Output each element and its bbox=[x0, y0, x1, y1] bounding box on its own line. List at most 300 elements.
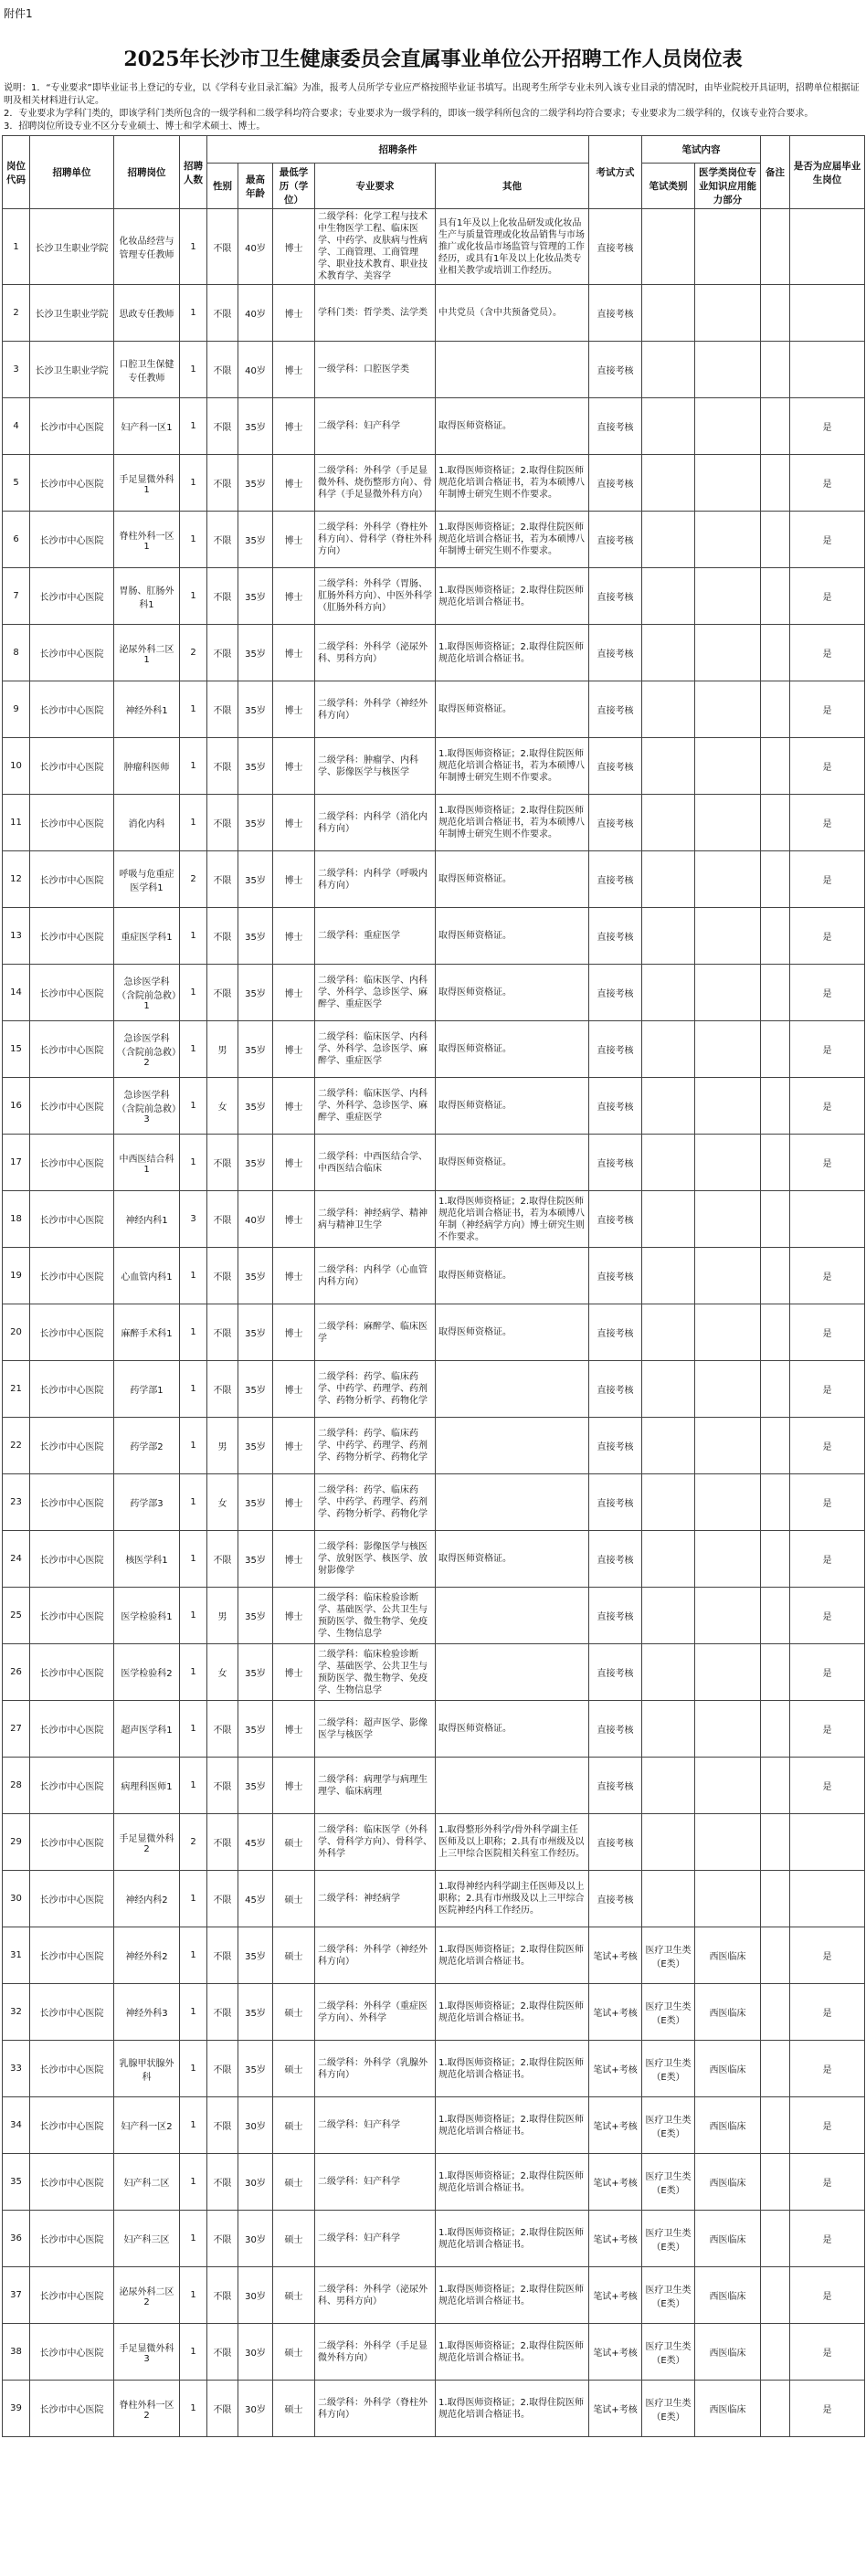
cell-graduate: 是 bbox=[790, 2267, 865, 2324]
cell-age: 35岁 bbox=[238, 1078, 273, 1135]
cell-method: 直接考核 bbox=[589, 965, 642, 1021]
cell-code: 1 bbox=[3, 209, 30, 285]
cell-written-prof bbox=[695, 398, 761, 455]
cell-edu: 博士 bbox=[273, 1758, 315, 1814]
cell-written-type bbox=[642, 1758, 695, 1814]
cell-age: 35岁 bbox=[238, 2041, 273, 2097]
cell-remark bbox=[761, 1474, 790, 1531]
cell-other bbox=[436, 1361, 589, 1418]
table-row bbox=[3, 285, 865, 342]
cell-other bbox=[436, 1474, 589, 1531]
cell-post: 核医学科1 bbox=[114, 1531, 180, 1588]
cell-code: 37 bbox=[3, 2267, 30, 2324]
cell-remark bbox=[761, 2097, 790, 2154]
cell-written-prof: 西医临床 bbox=[695, 2211, 761, 2267]
cell-edu: 博士 bbox=[273, 342, 315, 398]
cell-count: 1 bbox=[180, 681, 207, 738]
cell-other: 取得医师资格证。 bbox=[436, 965, 589, 1021]
cell-graduate: 是 bbox=[790, 738, 865, 795]
cell-post: 手足显微外科1 bbox=[114, 455, 180, 512]
cell-written-prof bbox=[695, 455, 761, 512]
cell-code: 24 bbox=[3, 1531, 30, 1588]
cell-gender: 不限 bbox=[207, 2381, 238, 2437]
cell-method: 直接考核 bbox=[589, 908, 642, 965]
table-row bbox=[3, 1701, 865, 1758]
cell-unit: 长沙市中心医院 bbox=[30, 1474, 114, 1531]
cell-written-type bbox=[642, 342, 695, 398]
cell-method: 直接考核 bbox=[589, 1871, 642, 1927]
note-line: 3．招聘岗位所设专业不区分专业硕士、博士和学术硕士、博士。 bbox=[4, 121, 266, 132]
cell-post: 中西医结合科1 bbox=[114, 1135, 180, 1191]
table-row bbox=[3, 1078, 865, 1135]
cell-post: 消化内科 bbox=[114, 795, 180, 851]
cell-graduate: 是 bbox=[790, 908, 865, 965]
cell-remark bbox=[761, 568, 790, 625]
cell-other: 取得医师资格证。 bbox=[436, 681, 589, 738]
cell-post: 妇产科三区 bbox=[114, 2211, 180, 2267]
cell-method: 直接考核 bbox=[589, 209, 642, 285]
cell-unit: 长沙卫生职业学院 bbox=[30, 209, 114, 285]
cell-remark bbox=[761, 965, 790, 1021]
cell-edu: 硕士 bbox=[273, 2267, 315, 2324]
cell-age: 35岁 bbox=[238, 1531, 273, 1588]
cell-major: 二级学科：临床医学、内科学、外科学、急诊医学、麻醉学、重症医学 bbox=[315, 1021, 436, 1078]
cell-written-type bbox=[642, 1871, 695, 1927]
cell-written-type bbox=[642, 285, 695, 342]
cell-written-prof bbox=[695, 1644, 761, 1701]
cell-post: 胃肠、肛肠外科1 bbox=[114, 568, 180, 625]
cell-major: 二级学科：外科学（脊柱外科方向） bbox=[315, 2381, 436, 2437]
cell-count: 1 bbox=[180, 2381, 207, 2437]
cell-code: 14 bbox=[3, 965, 30, 1021]
cell-edu: 博士 bbox=[273, 1701, 315, 1758]
cell-age: 45岁 bbox=[238, 1814, 273, 1871]
cell-written-prof bbox=[695, 1701, 761, 1758]
cell-written-prof: 西医临床 bbox=[695, 2324, 761, 2381]
cell-edu: 博士 bbox=[273, 1361, 315, 1418]
cell-method: 直接考核 bbox=[589, 625, 642, 681]
cell-written-type bbox=[642, 1814, 695, 1871]
cell-method: 笔试+考核 bbox=[589, 2097, 642, 2154]
cell-unit: 长沙市中心医院 bbox=[30, 568, 114, 625]
cell-count: 1 bbox=[180, 908, 207, 965]
col-count: 招聘人数 bbox=[180, 136, 207, 209]
cell-post: 泌尿外科二区1 bbox=[114, 625, 180, 681]
cell-graduate: 是 bbox=[790, 1021, 865, 1078]
cell-unit: 长沙市中心医院 bbox=[30, 1871, 114, 1927]
cell-edu: 硕士 bbox=[273, 2154, 315, 2211]
cell-method: 直接考核 bbox=[589, 851, 642, 908]
cell-gender: 不限 bbox=[207, 2211, 238, 2267]
cell-unit: 长沙市中心医院 bbox=[30, 738, 114, 795]
cell-other: 取得医师资格证。 bbox=[436, 1304, 589, 1361]
cell-edu: 博士 bbox=[273, 738, 315, 795]
cell-age: 35岁 bbox=[238, 908, 273, 965]
cell-post: 妇产科二区 bbox=[114, 2154, 180, 2211]
cell-written-prof bbox=[695, 512, 761, 568]
cell-count: 1 bbox=[180, 1701, 207, 1758]
cell-other: 1.取得医师资格证；2.取得住院医师规范化培训合格证书。 bbox=[436, 1927, 589, 1984]
cell-graduate: 是 bbox=[790, 1474, 865, 1531]
cell-gender: 不限 bbox=[207, 1304, 238, 1361]
cell-gender: 不限 bbox=[207, 965, 238, 1021]
cell-method: 笔试+考核 bbox=[589, 1927, 642, 1984]
cell-method: 直接考核 bbox=[589, 568, 642, 625]
cell-major: 二级学科：外科学（手足显微外科方向） bbox=[315, 2324, 436, 2381]
cell-age: 35岁 bbox=[238, 1304, 273, 1361]
cell-code: 10 bbox=[3, 738, 30, 795]
cell-other: 取得医师资格证。 bbox=[436, 1135, 589, 1191]
cell-other bbox=[436, 1418, 589, 1474]
cell-gender: 女 bbox=[207, 1078, 238, 1135]
cell-count: 1 bbox=[180, 795, 207, 851]
cell-unit: 长沙市中心医院 bbox=[30, 2097, 114, 2154]
cell-gender: 不限 bbox=[207, 1814, 238, 1871]
cell-other: 取得医师资格证。 bbox=[436, 1021, 589, 1078]
cell-major: 二级学科：化学工程与技术中生物医学工程、临床医学、中药学、皮肤病与性病学、工商管理、工商管理学、职业技术教育、职业技术教育学、美容学 bbox=[315, 209, 436, 285]
cell-graduate: 是 bbox=[790, 2041, 865, 2097]
cell-major: 二级学科：神经病学、精神病与精神卫生学 bbox=[315, 1191, 436, 1248]
cell-graduate: 是 bbox=[790, 2154, 865, 2211]
cell-edu: 博士 bbox=[273, 681, 315, 738]
cell-gender: 不限 bbox=[207, 1248, 238, 1304]
cell-code: 2 bbox=[3, 285, 30, 342]
cell-count: 1 bbox=[180, 2324, 207, 2381]
cell-written-type bbox=[642, 1304, 695, 1361]
cell-unit: 长沙市中心医院 bbox=[30, 1588, 114, 1644]
cell-graduate: 是 bbox=[790, 795, 865, 851]
cell-written-type bbox=[642, 681, 695, 738]
cell-other bbox=[436, 1758, 589, 1814]
cell-graduate: 是 bbox=[790, 568, 865, 625]
cell-unit: 长沙市中心医院 bbox=[30, 1361, 114, 1418]
cell-count: 1 bbox=[180, 1927, 207, 1984]
cell-unit: 长沙市中心医院 bbox=[30, 2041, 114, 2097]
cell-post: 神经外科3 bbox=[114, 1984, 180, 2041]
col-written-prof: 医学类岗位专业知识应用能力部分 bbox=[695, 164, 761, 209]
cell-written-type bbox=[642, 398, 695, 455]
cell-method: 直接考核 bbox=[589, 1191, 642, 1248]
cell-written-prof bbox=[695, 1474, 761, 1531]
cell-written-type bbox=[642, 209, 695, 285]
cell-post: 妇产科一区1 bbox=[114, 398, 180, 455]
cell-gender: 女 bbox=[207, 1644, 238, 1701]
cell-gender: 不限 bbox=[207, 1871, 238, 1927]
cell-remark bbox=[761, 738, 790, 795]
cell-major: 二级学科：影像医学与核医学、放射医学、核医学、放射影像学 bbox=[315, 1531, 436, 1588]
cell-count: 1 bbox=[180, 568, 207, 625]
cell-code: 34 bbox=[3, 2097, 30, 2154]
cell-major: 二级学科：内科学（心血管内科方向） bbox=[315, 1248, 436, 1304]
table-row bbox=[3, 398, 865, 455]
cell-graduate: 是 bbox=[790, 1927, 865, 1984]
cell-graduate bbox=[790, 209, 865, 285]
cell-gender: 不限 bbox=[207, 1758, 238, 1814]
cell-major: 一级学科：口腔医学类 bbox=[315, 342, 436, 398]
cell-edu: 博士 bbox=[273, 1021, 315, 1078]
cell-method: 笔试+考核 bbox=[589, 2267, 642, 2324]
cell-graduate: 是 bbox=[790, 1418, 865, 1474]
cell-written-type bbox=[642, 738, 695, 795]
cell-major: 二级学科：药学、临床药学、中药学、药理学、药剂学、药物分析学、药物化学 bbox=[315, 1418, 436, 1474]
cell-written-prof bbox=[695, 1531, 761, 1588]
cell-graduate: 是 bbox=[790, 1078, 865, 1135]
cell-remark bbox=[761, 1758, 790, 1814]
cell-graduate: 是 bbox=[790, 1135, 865, 1191]
col-code: 岗位代码 bbox=[3, 136, 30, 209]
cell-age: 45岁 bbox=[238, 1871, 273, 1927]
cell-age: 30岁 bbox=[238, 2381, 273, 2437]
cell-count: 1 bbox=[180, 285, 207, 342]
cell-method: 直接考核 bbox=[589, 398, 642, 455]
cell-count: 1 bbox=[180, 1474, 207, 1531]
cell-age: 35岁 bbox=[238, 1135, 273, 1191]
cell-edu: 硕士 bbox=[273, 1927, 315, 1984]
cell-age: 35岁 bbox=[238, 681, 273, 738]
cell-major: 二级学科：神经病学 bbox=[315, 1871, 436, 1927]
cell-other bbox=[436, 342, 589, 398]
cell-post: 手足显微外科3 bbox=[114, 2324, 180, 2381]
cell-gender: 不限 bbox=[207, 1191, 238, 1248]
cell-post: 重症医学科1 bbox=[114, 908, 180, 965]
cell-method: 笔试+考核 bbox=[589, 2211, 642, 2267]
cell-age: 30岁 bbox=[238, 2324, 273, 2381]
cell-written-prof bbox=[695, 285, 761, 342]
cell-unit: 长沙卫生职业学院 bbox=[30, 342, 114, 398]
table-row bbox=[3, 1588, 865, 1644]
cell-post: 神经外科2 bbox=[114, 1927, 180, 1984]
cell-age: 35岁 bbox=[238, 455, 273, 512]
cell-graduate bbox=[790, 1191, 865, 1248]
cell-count: 1 bbox=[180, 1021, 207, 1078]
cell-gender: 不限 bbox=[207, 1927, 238, 1984]
cell-major: 二级学科：外科学（脊柱外科方向）、骨科学（脊柱外科方向） bbox=[315, 512, 436, 568]
cell-post: 口腔卫生保健专任教师 bbox=[114, 342, 180, 398]
cell-gender: 男 bbox=[207, 1418, 238, 1474]
cell-written-prof bbox=[695, 1078, 761, 1135]
cell-gender: 不限 bbox=[207, 2154, 238, 2211]
cell-edu: 硕士 bbox=[273, 2211, 315, 2267]
cell-code: 32 bbox=[3, 1984, 30, 2041]
cell-count: 1 bbox=[180, 1248, 207, 1304]
cell-remark bbox=[761, 455, 790, 512]
cell-code: 8 bbox=[3, 625, 30, 681]
cell-method: 直接考核 bbox=[589, 1644, 642, 1701]
cell-age: 35岁 bbox=[238, 512, 273, 568]
cell-graduate: 是 bbox=[790, 512, 865, 568]
cell-written-prof bbox=[695, 965, 761, 1021]
cell-written-prof bbox=[695, 1871, 761, 1927]
cell-written-type: 医疗卫生类（E类） bbox=[642, 2267, 695, 2324]
cell-major: 二级学科：外科学（胃肠、肛肠外科方向）、中医外科学（肛肠外科方向） bbox=[315, 568, 436, 625]
cell-remark bbox=[761, 512, 790, 568]
cell-other: 1.取得医师资格证；2.取得住院医师规范化培训合格证书。 bbox=[436, 2267, 589, 2324]
table-row bbox=[3, 455, 865, 512]
table-row bbox=[3, 1191, 865, 1248]
cell-remark bbox=[761, 285, 790, 342]
cell-edu: 博士 bbox=[273, 512, 315, 568]
cell-major: 二级学科：中西医结合学、中西医结合临床 bbox=[315, 1135, 436, 1191]
cell-unit: 长沙市中心医院 bbox=[30, 1701, 114, 1758]
cell-method: 笔试+考核 bbox=[589, 2381, 642, 2437]
cell-written-prof bbox=[695, 1758, 761, 1814]
cell-age: 30岁 bbox=[238, 2097, 273, 2154]
cell-graduate: 是 bbox=[790, 1701, 865, 1758]
cell-method: 笔试+考核 bbox=[589, 2324, 642, 2381]
cell-count: 1 bbox=[180, 2097, 207, 2154]
table-row bbox=[3, 795, 865, 851]
col-gender: 性别 bbox=[207, 164, 238, 209]
cell-remark bbox=[761, 1361, 790, 1418]
cell-graduate: 是 bbox=[790, 965, 865, 1021]
cell-written-prof bbox=[695, 1304, 761, 1361]
cell-age: 30岁 bbox=[238, 2211, 273, 2267]
cell-code: 29 bbox=[3, 1814, 30, 1871]
cell-written-type bbox=[642, 851, 695, 908]
cell-written-type: 医疗卫生类（E类） bbox=[642, 1984, 695, 2041]
col-major: 专业要求 bbox=[315, 164, 436, 209]
cell-code: 36 bbox=[3, 2211, 30, 2267]
cell-written-type bbox=[642, 568, 695, 625]
cell-written-type bbox=[642, 1531, 695, 1588]
cell-post: 妇产科一区2 bbox=[114, 2097, 180, 2154]
cell-count: 1 bbox=[180, 738, 207, 795]
cell-unit: 长沙市中心医院 bbox=[30, 1021, 114, 1078]
table-row bbox=[3, 908, 865, 965]
cell-code: 12 bbox=[3, 851, 30, 908]
cell-age: 35岁 bbox=[238, 795, 273, 851]
cell-count: 1 bbox=[180, 1078, 207, 1135]
cell-count: 1 bbox=[180, 2041, 207, 2097]
cell-age: 35岁 bbox=[238, 1927, 273, 1984]
cell-gender: 不限 bbox=[207, 512, 238, 568]
cell-age: 30岁 bbox=[238, 2267, 273, 2324]
cell-edu: 硕士 bbox=[273, 1871, 315, 1927]
cell-gender: 不限 bbox=[207, 625, 238, 681]
cell-unit: 长沙市中心医院 bbox=[30, 1135, 114, 1191]
table-row bbox=[3, 2041, 865, 2097]
cell-gender: 不限 bbox=[207, 1135, 238, 1191]
cell-post: 脊柱外科一区1 bbox=[114, 512, 180, 568]
cell-written-type bbox=[642, 1191, 695, 1248]
cell-code: 16 bbox=[3, 1078, 30, 1135]
table-row bbox=[3, 851, 865, 908]
cell-unit: 长沙市中心医院 bbox=[30, 455, 114, 512]
cell-major: 二级学科：外科学（乳腺外科方向） bbox=[315, 2041, 436, 2097]
cell-age: 30岁 bbox=[238, 2154, 273, 2211]
cell-count: 3 bbox=[180, 1191, 207, 1248]
cell-major: 二级学科：妇产科学 bbox=[315, 2211, 436, 2267]
cell-written-type bbox=[642, 1418, 695, 1474]
cell-edu: 博士 bbox=[273, 398, 315, 455]
cell-code: 15 bbox=[3, 1021, 30, 1078]
cell-major: 二级学科：临床医学、内科学、外科学、急诊医学、麻醉学、重症医学 bbox=[315, 1078, 436, 1135]
cell-other: 1.取得医师资格证；2.取得住院医师规范化培训合格证书。 bbox=[436, 1984, 589, 2041]
cell-other: 取得医师资格证。 bbox=[436, 1701, 589, 1758]
cell-graduate: 是 bbox=[790, 2097, 865, 2154]
cell-other: 1.取得医师资格证；2.取得住院医师规范化培训合格证书，若为本硕博八年制博士研究生则不作要求。 bbox=[436, 512, 589, 568]
cell-other: 1.取得整形外科学/骨外科学副主任医师及以上职称；2.具有市州级及以上三甲综合医院相关科室工作经历。 bbox=[436, 1814, 589, 1871]
cell-unit: 长沙市中心医院 bbox=[30, 1248, 114, 1304]
table-row bbox=[3, 681, 865, 738]
cell-post: 手足显微外科2 bbox=[114, 1814, 180, 1871]
cell-method: 直接考核 bbox=[589, 1814, 642, 1871]
col-graduate: 是否为应届毕业生岗位 bbox=[790, 136, 865, 209]
cell-written-prof bbox=[695, 795, 761, 851]
cell-age: 35岁 bbox=[238, 398, 273, 455]
cell-gender: 不限 bbox=[207, 2097, 238, 2154]
table-row bbox=[3, 209, 865, 285]
cell-remark bbox=[761, 1984, 790, 2041]
cell-graduate: 是 bbox=[790, 1984, 865, 2041]
cell-unit: 长沙市中心医院 bbox=[30, 2324, 114, 2381]
cell-unit: 长沙市中心医院 bbox=[30, 1078, 114, 1135]
cell-code: 30 bbox=[3, 1871, 30, 1927]
cell-code: 11 bbox=[3, 795, 30, 851]
cell-code: 28 bbox=[3, 1758, 30, 1814]
cell-graduate: 是 bbox=[790, 398, 865, 455]
cell-gender: 不限 bbox=[207, 795, 238, 851]
cell-post: 泌尿外科二区2 bbox=[114, 2267, 180, 2324]
cell-major: 二级学科：麻醉学、临床医学 bbox=[315, 1304, 436, 1361]
cell-other: 1.取得医师资格证；2.取得住院医师规范化培训合格证书。 bbox=[436, 2324, 589, 2381]
cell-method: 直接考核 bbox=[589, 285, 642, 342]
cell-edu: 博士 bbox=[273, 795, 315, 851]
cell-written-type bbox=[642, 795, 695, 851]
cell-code: 22 bbox=[3, 1418, 30, 1474]
cell-edu: 博士 bbox=[273, 568, 315, 625]
cell-written-prof bbox=[695, 625, 761, 681]
cell-code: 26 bbox=[3, 1644, 30, 1701]
cell-written-prof bbox=[695, 209, 761, 285]
cell-other: 1.取得医师资格证；2.取得住院医师规范化培训合格证书。 bbox=[436, 2211, 589, 2267]
cell-post: 呼吸与危重症医学科1 bbox=[114, 851, 180, 908]
cell-unit: 长沙市中心医院 bbox=[30, 1984, 114, 2041]
cell-count: 1 bbox=[180, 512, 207, 568]
cell-written-prof bbox=[695, 568, 761, 625]
table-row bbox=[3, 738, 865, 795]
cell-age: 35岁 bbox=[238, 851, 273, 908]
cell-major: 二级学科：药学、临床药学、中药学、药理学、药剂学、药物分析学、药物化学 bbox=[315, 1474, 436, 1531]
cell-major: 二级学科：内科学（呼吸内科方向） bbox=[315, 851, 436, 908]
cell-written-prof: 西医临床 bbox=[695, 2097, 761, 2154]
cell-major: 二级学科：妇产科学 bbox=[315, 2154, 436, 2211]
cell-other: 1.取得神经内科学副主任医师及以上职称；2.具有市州级及以上三甲综合医院神经内科工作经历。 bbox=[436, 1871, 589, 1927]
cell-gender: 不限 bbox=[207, 209, 238, 285]
cell-method: 直接考核 bbox=[589, 1021, 642, 1078]
cell-method: 直接考核 bbox=[589, 1588, 642, 1644]
cell-written-type bbox=[642, 1135, 695, 1191]
attachment-label: 附件1 bbox=[4, 7, 33, 20]
cell-post: 超声医学科1 bbox=[114, 1701, 180, 1758]
cell-edu: 博士 bbox=[273, 285, 315, 342]
cell-major: 学科门类：哲学类、法学类 bbox=[315, 285, 436, 342]
cell-written-type bbox=[642, 625, 695, 681]
cell-code: 9 bbox=[3, 681, 30, 738]
cell-unit: 长沙市中心医院 bbox=[30, 2154, 114, 2211]
cell-gender: 不限 bbox=[207, 342, 238, 398]
cell-code: 7 bbox=[3, 568, 30, 625]
note-line: 说明：1．“专业要求”即毕业证书上登记的专业，以《学科专业目录汇编》为准，报考人员所学专业应严格按照毕业证书填写。出现考生所学专业未列入该专业目录的情况时，由毕业院校开具证明，招聘单位根据证明及相关材料进行认定。 bbox=[4, 83, 860, 106]
cell-gender: 男 bbox=[207, 1588, 238, 1644]
cell-other: 中共党员（含中共预备党员）。 bbox=[436, 285, 589, 342]
cell-graduate: 是 bbox=[790, 1531, 865, 1588]
cell-unit: 长沙市中心医院 bbox=[30, 795, 114, 851]
note-line: 2．专业要求为学科门类的，即该学科门类所包含的一级学科和二级学科均符合要求；专业要求为一级学科的，即该一级学科所包含的二级学科均符合要求；专业要求为二级学科的，仅该专业符合要求。 bbox=[4, 109, 814, 119]
cell-post: 思政专任教师 bbox=[114, 285, 180, 342]
cell-major: 二级学科：外科学（泌尿外科、男科方向） bbox=[315, 625, 436, 681]
cell-remark bbox=[761, 1418, 790, 1474]
